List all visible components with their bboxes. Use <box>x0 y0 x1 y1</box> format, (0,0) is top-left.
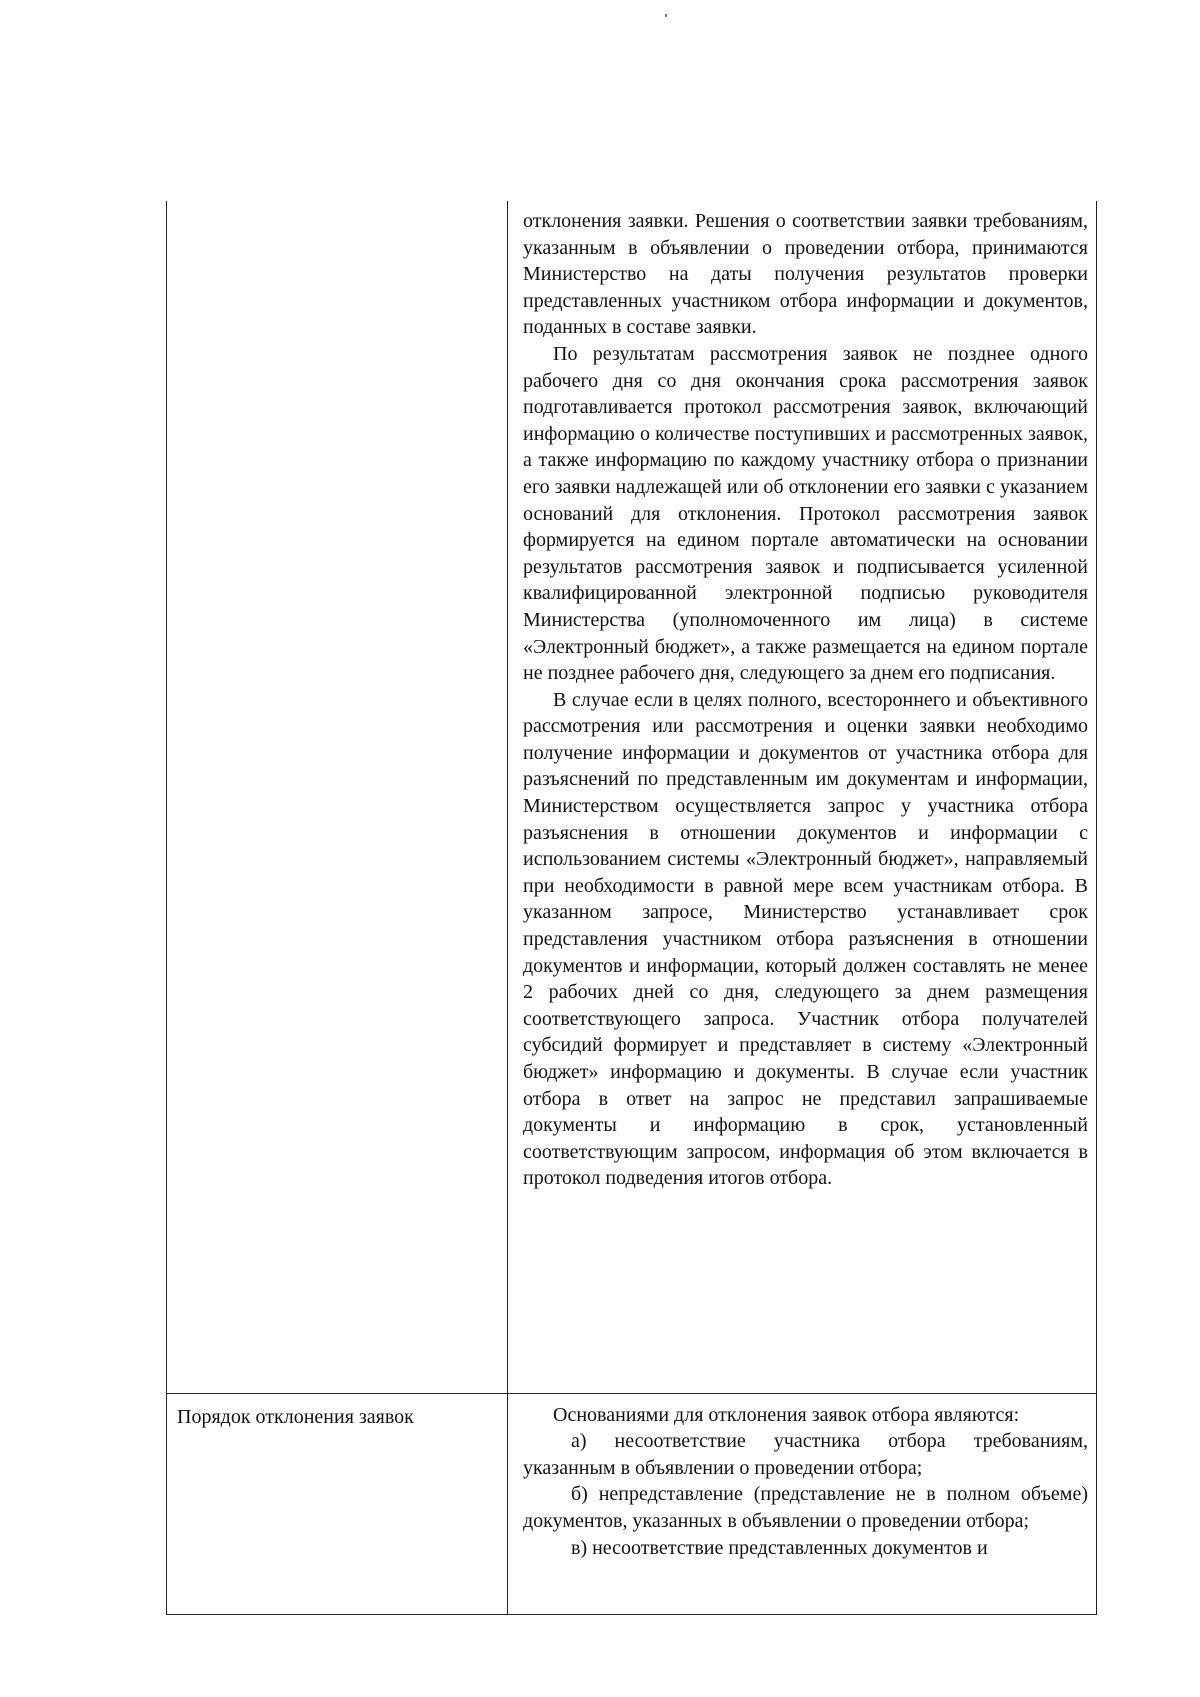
list-item: в) несоответствие представленных документов и <box>571 1536 988 1559</box>
paragraph: отклонения заявки. Решения о соответствии заявки требованиям, указанным в объявлении о проведении отбора, принимаются Министерство на даты получения результатов проверки представленных участником отбора информации и документов, поданных в составе заявки. <box>523 210 1088 339</box>
list-item: а) несоответствие участника отбора требованиям, указанным в объявлении о проведении отбора; <box>523 1430 1088 1479</box>
row-content-cell <box>508 1393 1097 1614</box>
list-intro: Основаниями для отклонения заявок отбора являются: <box>553 1403 1020 1426</box>
paragraph: В случае если в целях полного, всестороннего и объективного рассмотрения или рассмотрения и оценки заявки необходимо получение информации и документов от участника отбора для разъяснений по представленным им документам и информации, Министерством осуществляется запрос у участника отбора разъяснения в отношении документов и информации с использованием системы «Электронный бюджет», направляемый при необходимости в равной мере всем участникам отбора. В указанном запросе, Министерство устанавливает срок представления участником отбора разъяснения в отношении документов и информации, который должен составлять не менее 2 рабочих дней со дня, следующего за днем размещения соответствующего запроса. Участник отбора получателей субсидий формирует и представляет в систему «Электронный бюджет» информацию и документы. В случае если участник отбора в ответ на запрос не представил запрашиваемые документы и информацию в срок, установленный соответствующим запросом, информация об этом включается в протокол подведения итогов отбора. <box>523 688 1088 1190</box>
row-label-cell <box>167 201 508 1393</box>
requirements-table <box>166 201 1097 1615</box>
scan-mark <box>665 14 667 17</box>
row-label <box>167 201 507 211</box>
row-content-cell <box>508 201 1097 1393</box>
table-row <box>167 1393 1097 1614</box>
table-row <box>167 201 1097 1393</box>
row-label: Порядок отклонения заявок <box>177 1405 414 1428</box>
paragraph: По результатам рассмотрения заявок не позднее одного рабочего дня со дня окончания срока рассмотрения заявок подготавливается протокол рассмотрения заявок, включающий информацию о количестве поступивших и рассмотренных заявок, а также информацию по каждому участнику отбора о признании его заявки надлежащей или об отклонении его заявки с указанием оснований для отклонения. Протокол рассмотрения заявок формируется на едином портале автоматически на основании результатов рассмотрения заявок и подписывается усиленной квалифицированной электронной подписью руководителя Министерства (уполномоченного им лица) в системе «Электронный бюджет», а также размещается на едином портале не позднее рабочего дня, следующего за днем его подписания. <box>523 342 1088 685</box>
row-label-cell <box>167 1393 508 1614</box>
list-item: б) непредставление (представление не в полном объеме) документов, указанных в объявлении о проведении отбора; <box>523 1483 1088 1533</box>
